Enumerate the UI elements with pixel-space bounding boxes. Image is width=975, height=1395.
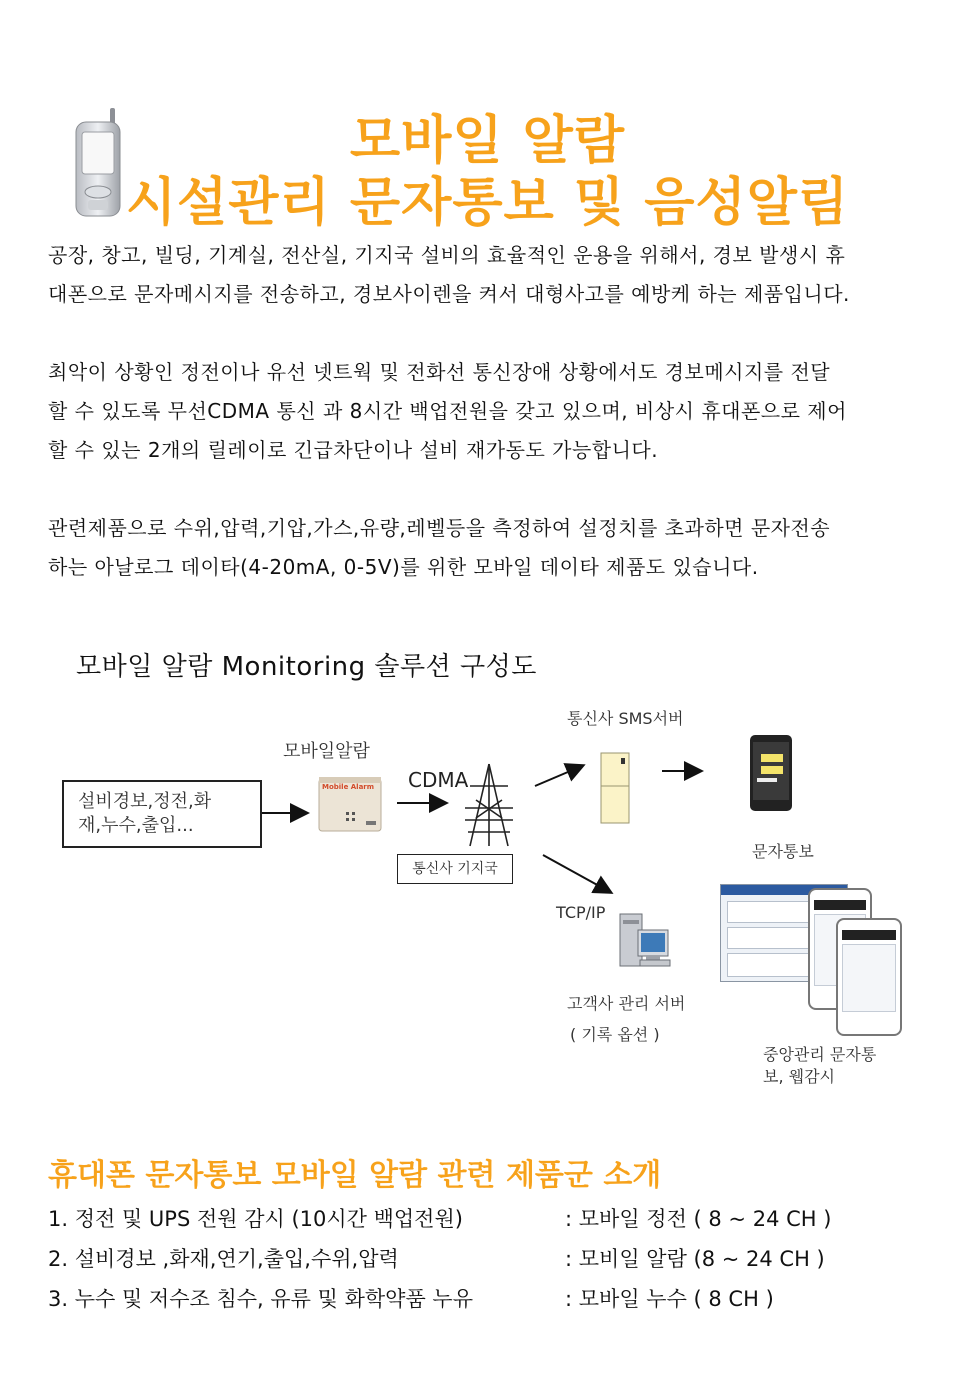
product-item-1-name: : 모바일 정전 ( 8 ~ 24 CH ) [565, 1207, 832, 1231]
sms-server-label: 통신사 SMS서버 [567, 709, 684, 728]
sms-server-icon [600, 752, 630, 824]
base-station-box [397, 854, 513, 884]
arrow-tower-to-server [543, 855, 610, 892]
intro-p2-line3: 할 수 있는 2개의 릴레이로 긴급차단이나 설비 재가동도 가능합니다. [48, 438, 659, 462]
arrow-tower-to-sms [535, 766, 582, 786]
product-item-3-desc: 3. 누수 및 저수조 침수, 유류 및 화학약품 누유 [48, 1287, 473, 1311]
page-title-line1: 모바일 알람 [349, 111, 626, 171]
tcp-ip-label: TCP/IP [556, 903, 606, 922]
cdma-label: CDMA [408, 768, 469, 792]
alarm-source-line2: 재,누수,출입... [78, 815, 194, 836]
record-option-label: ( 기록 옵션 ) [570, 1025, 660, 1044]
central-monitoring-label [763, 1044, 876, 1088]
intro-p3-line2: 하는 아날로그 데이타(4-20mA, 0-5V)를 위한 모바일 데이타 제품도 있습니다. [48, 555, 759, 579]
product-item-2-desc: 2. 설비경보 ,화재,연기,출입,수위,압력 [48, 1247, 399, 1271]
mobile-alarm-label: 모바일알람 [283, 741, 370, 762]
device-brand-text: Mobile Alarm [322, 783, 375, 791]
central-label-line1: 중앙관리 문자통 [763, 1045, 877, 1064]
diagram-title: 모바일 알람 Monitoring 솔루션 구성도 [76, 652, 537, 682]
intro-p3-line1: 관련제품으로 수위,압력,기압,가스,유량,레벨등을 측정하여 설정치를 초과하면 문자전송 [48, 516, 831, 540]
central-label-line2: 보, 웹감시 [763, 1067, 835, 1086]
product-item-1-desc: 1. 정전 및 UPS 전원 감시 (10시간 백업전원) [48, 1207, 463, 1231]
product-item-3-name: : 모바일 누수 ( 8 CH ) [565, 1287, 774, 1311]
intro-p1-line2: 대폰으로 문자메시지를 전송하고, 경보사이렌을 켜서 대형사고를 예방케 하는 제품입니다. [48, 282, 850, 306]
customer-server-computer-icon [618, 908, 672, 970]
product-item-2-name: : 모비일 알람 (8 ~ 24 CH ) [565, 1247, 825, 1271]
base-station-tower-icon [465, 764, 513, 846]
sms-result-label: 문자통보 [752, 842, 814, 861]
customer-server-label: 고객사 관리 서버 [567, 994, 686, 1013]
intro-p2-line1: 최악이 상황인 정전이나 유선 넷트웍 및 전화선 통신장애 상황에서도 경보메시지를 전달 [48, 360, 831, 384]
alarm-source-line1: 설비경보,정전,화 [78, 791, 212, 812]
page-title-line2: 시설관리 문자통보 및 음성알림 [125, 173, 850, 233]
phone-web-view-2 [836, 918, 902, 1036]
intro-p2-line2: 할 수 있도록 무선CDMA 통신 과 8시간 백업전원을 갖고 있으며, 비상시 휴대폰으로 제어 [48, 399, 847, 423]
products-heading: 휴대폰 문자통보 모바일 알람 관련 제품군 소개 [48, 1158, 662, 1193]
intro-p1-line1: 공장, 창고, 빌딩, 기계실, 전산실, 기지국 설비의 효율적인 운용을 위해서, 경보 발생시 휴 [48, 243, 846, 267]
smartphone-sms-icon [749, 734, 793, 812]
base-station-label: 통신사 기지국 [412, 861, 498, 877]
